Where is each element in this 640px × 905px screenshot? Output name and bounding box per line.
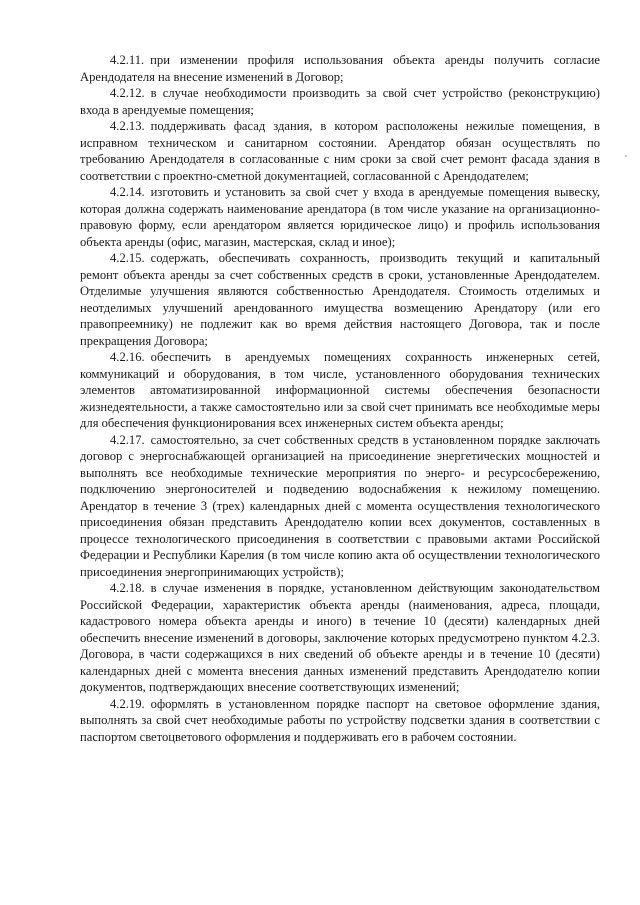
clause-number: 4.2.17. xyxy=(110,432,145,447)
clause-4-2-19 xyxy=(80,696,600,746)
clause-text: в случае изменения в порядке, установленном действующим законодательством Российской Федерации, характеристик объекта аренды (наименования, адреса, площади, кадастрового номера объекта аренды и иного) в течение 10 (десяти) календарных дней обеспечить внесение изменений в договоры, заключение которых предусмотрено пунктом 4.2.3. Договора, в части содержащихся в них сведений об объекте аренды и в течение 10 (десяти) календарных дней с момента внесения данных изменений представить Арендодателю копии документов, подтверждающих внесение соответствующих изменений; xyxy=(80,581,600,694)
clause-text: оформлять в установленном порядке паспорт на световое оформление здания, выполнять за свой счет необходимые работы по устройству подсветки здания в соответствии с паспортом светоцветового оформления и поддерживать его в рабочем состоянии. xyxy=(80,696,600,744)
clause-4-2-15 xyxy=(80,250,600,349)
clause-number: 4.2.12. xyxy=(110,86,145,100)
clause-4-2-14 xyxy=(80,184,600,250)
clause-number: 4.2.13. xyxy=(110,119,145,133)
clause-number: 4.2.16. xyxy=(110,350,145,364)
clause-number: 4.2.14. xyxy=(110,185,145,199)
clause-4-2-16 xyxy=(80,349,600,432)
clause-number: 4.2.15. xyxy=(110,251,145,265)
clause-4-2-17 xyxy=(80,432,600,581)
clause-number: 4.2.11. xyxy=(110,53,145,67)
clause-4-2-13 xyxy=(80,118,600,184)
clause-text: содержать, обеспечивать сохранность, производить текущий и капитальный ремонт объекта аренды за счет собственных средств в сроки, установленные Арендодателем. Отделимые улучшения являются собственностью Арендодателя. Стоимость отделимых и неотделимых улучшений арендованного имущества возмещению Арендатору (или его правопреемнику) не подлежит как во время действия настоящего Договора, так и после прекращения Договора; xyxy=(80,251,600,348)
clause-4-2-11 xyxy=(80,52,600,85)
clause-text: поддерживать фасад здания, в котором расположены нежилые помещения, в исправном техническом и санитарном состоянии. Арендатор обязан осуществлять по требованию Арендодателя в согласованные с ним сроки за свой счет ремонт фасада здания в соответствии с проектно-сметной документацией, согласованной с Арендодателем; xyxy=(80,119,600,183)
clause-4-2-18 xyxy=(80,580,600,696)
clause-number: 4.2.18. xyxy=(110,581,145,595)
clause-text: обеспечить в арендуемых помещениях сохранность инженерных сетей, коммуникаций и оборудования, в том числе, установленного оборудования технических элементов автоматизированной информационной системы обеспечения безопасности жизнедеятельности, а также самостоятельно или за свой счет принимать все необходимые меры для обеспечения функционирования всех инженерных систем объекта аренды; xyxy=(80,350,600,430)
clause-text: самостоятельно, за счет собственных средств в установленном порядке заключать договор с энергоснабжающей организацией на присоединение энергетических мощностей и выполнять все необходимые технические мероприятия по энерго- и ресурсосбережению, подключению энергоносителей и подведению водоснабжения к нежилому помещению. Арендатор в течение 3 (трех) календарных дней с момента осуществления технологического присоединения обязан представить Арендодателю копии всех документов, составленных в процессе технологического присоединения в соответствии с правовыми актами Российской Федерации и Республики Карелия (в том числе копию акта об осуществлении технологического присоединения энергопринимающих устройств); xyxy=(80,432,600,579)
clause-number: 4.2.19. xyxy=(110,696,145,711)
clause-text: в случае необходимости производить за свой счет устройство (реконструкцию) входа в арендуемые помещения; xyxy=(80,86,600,117)
document-body xyxy=(80,52,600,745)
clause-4-2-12 xyxy=(80,85,600,118)
clause-text: изготовить и установить за свой счет у входа в арендуемые помещения вывеску, которая должна содержать наименование арендатора (в том числе указание на организационно-правовую форму, если арендатором является юридическое лицо) и профиль использования объекта аренды (офис, магазин, мастерская, склад и иное); xyxy=(80,185,600,249)
scan-artifact xyxy=(625,155,627,157)
clause-text: при изменении профиля использования объекта аренды получить согласие Арендодателя на внесение изменений в Договор; xyxy=(80,53,600,84)
